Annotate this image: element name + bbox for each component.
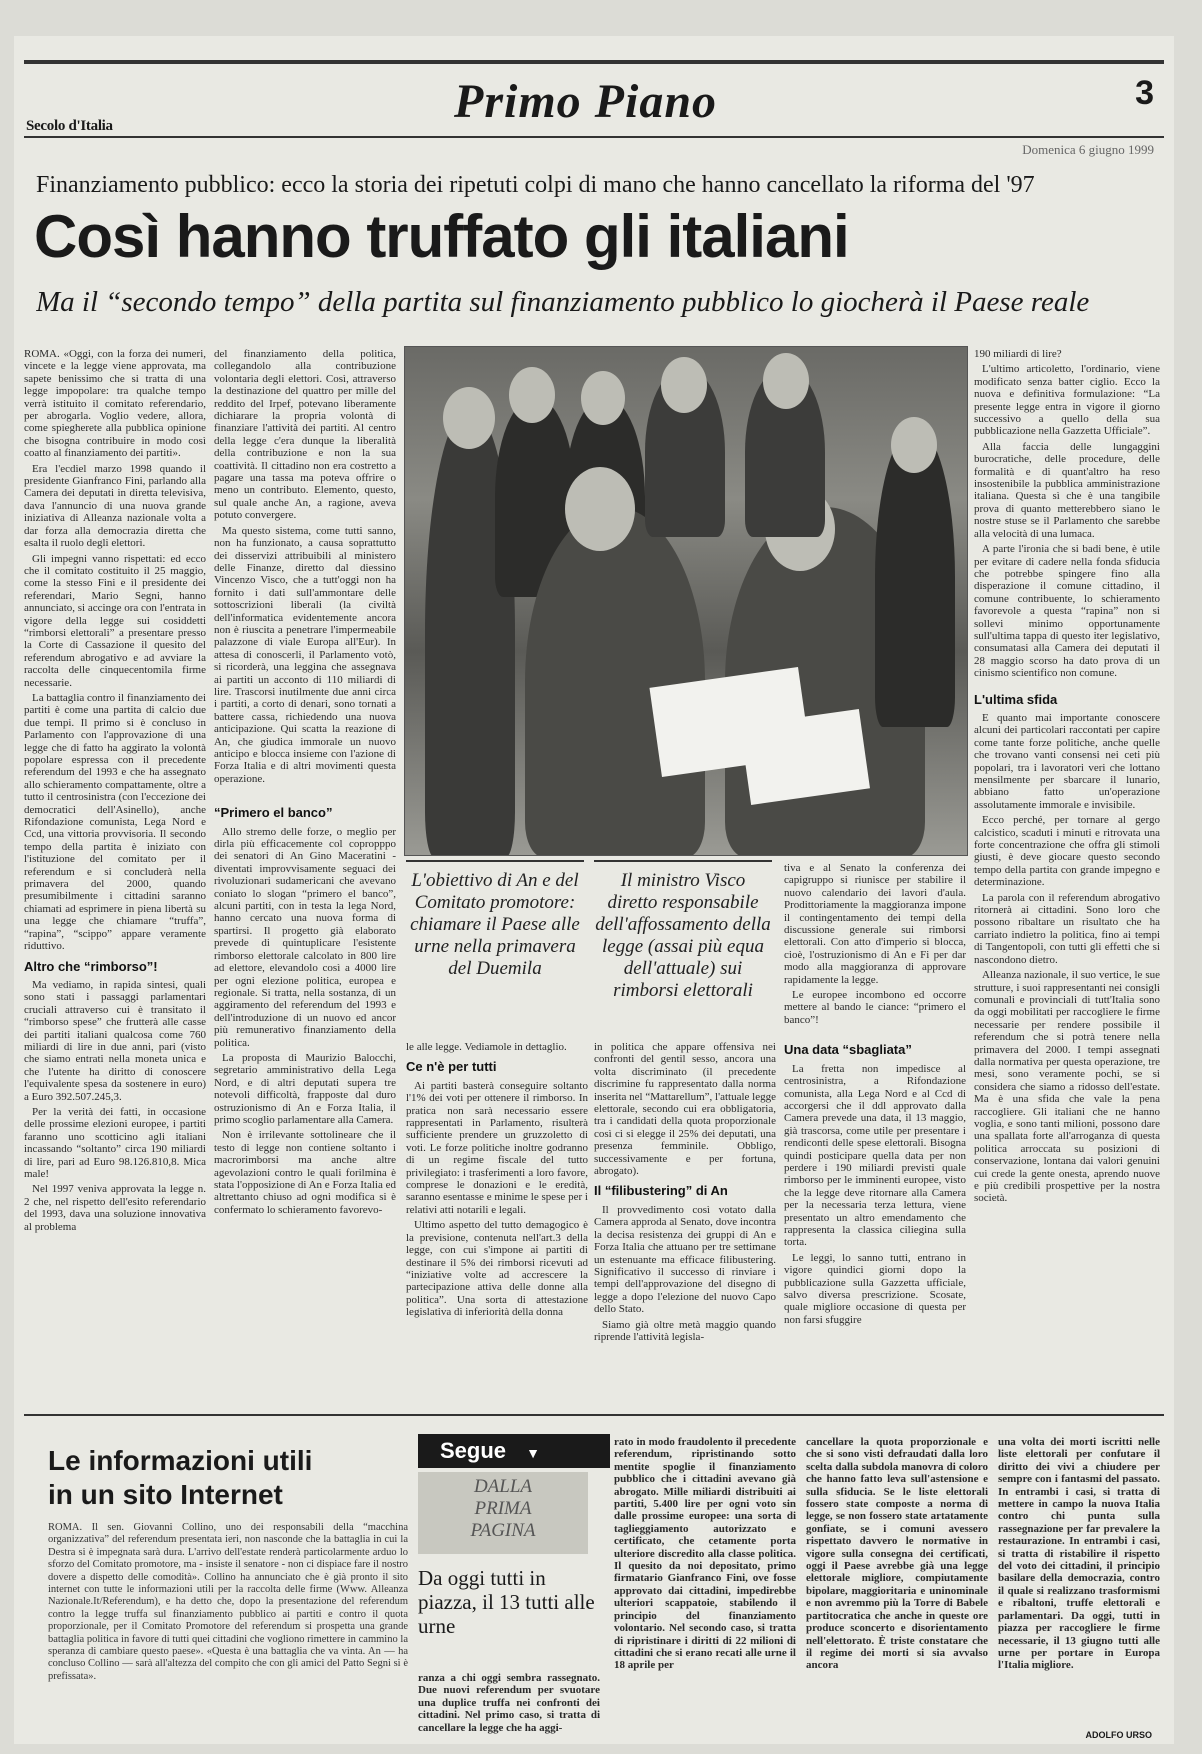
article-kicker: Finanziamento pubblico: ecco la storia dei ripetuti colpi di mano che hanno cancellato la riforma del '97 (36, 172, 1035, 198)
article-column-3 (406, 1041, 588, 1409)
paragraph: Gli impegni vanno rispettati: ed ecco che il comitato costituito il 25 maggio, come la stesso Fini e il presidente dei referendari, Mario Segni, hanno annunciato, si accinge ora con l'entrata in vigore della legge sui cosiddetti “rimborsi elettorali” a presentare presso la Corte di Cassazione il quesito del referendum abrogativo e ad avviare la raccolta delle cinquecentomila firme necessarie. (24, 552, 206, 689)
subheading: Ce n'è per tutti (406, 1059, 497, 1075)
paragraph: Non è irrilevante sottolineare che il testo di legge non contiene soltanto i macrorimborsi ma anche altre agevolazioni contro le quali forilmina è stata l'opposizione di An e Forza Italia ed altrettanto chiuso ad ogni modifica si è confermato lo schieramento favorevo- (214, 1129, 396, 1216)
box-body: ROMA. Il sen. Giovanni Collino, uno dei responsabili della “macchina organizzativa” del referendum presentata ieri, non nasconde che la battaglia in cui la Destra si è impegnata sarà dura. L'arrivo dell'estate renderà particolarmente arduo lo sforzo del Comitato promotore, ma - insiste il senatore - non ci dispiace fare il nostro dovere a dispetto delle comodità». Collino ha annunciato che è già pronto il sito internet con tutte le informazioni utili per la raccolta delle firme (Www. Alleanza Nazionale.It/Referendum), e ha detto che, dopo la presentazione del referendum contro la legge truffa sul finanziamento pubblico ai partiti e contro il quota proporzionale, per il Comitato Promotore del referendum si prospetta una grande battaglia politica in favore di tutti quei cittadini che vogliono rimettere in cammino la speranza di cambiare questo paese». «Questa è una battaglia che va vinta. An — ha concluso Collino — sarà all'altezza del compito che con gli amici del Patto Segni si è prefissata». (48, 1522, 408, 1682)
paragraph: Ultimo aspetto del tutto demagogico è la previsione, contenuta nell'art.3 della legge, con cui s'impone ai partiti di destinare il 5% dei rimborsi ricevuti ad “iniziative volte ad accrescere la partecipazione attiva delle donne alla politica”. Una sorta di attestazione legislativa di inferiorità della donna (406, 1219, 588, 1319)
paragraph: Alla faccia delle lungaggini burocratiche, delle procedure, delle formalità e di quant'altro ha reso insostenibile la pubblica amministrazione italiana. Questa sì che è una tangibile prova di quanto metterebbero siano le nostre stuse se il Parlamento che sarebbe alla velocità di una lumaca. (974, 440, 1160, 540)
paragraph: Era l'ecdiel marzo 1998 quando il presidente Gianfranco Fini, parlando alla Camera dei deputati in diretta televisiva, dava l'annuncio di una nuova grande iniziativa di Alleanza nazionale volta a dar forza alla democrazia diretta che esalta il ruolo degli elettori. (24, 462, 206, 550)
segue-text: Segue (440, 1438, 507, 1463)
subheading: Il “filibustering” di An (594, 1183, 728, 1199)
page-number: 3 (1135, 74, 1154, 112)
paragraph: 190 miliardi di lire? (974, 348, 1062, 360)
section-title: Primo Piano (454, 75, 718, 128)
paragraph: Ai partiti basterà conseguire soltanto l'1% dei voti per ottenere il rimborso. In pratica non sarà necessario essere rappresentati in Parlamento, risulterà sufficiente prendere un gruzzoletto di voti. Le forze politiche inoltre godranno di un regime fiscale del tutto privilegiato: i trasferimenti a loro favore, comprese le donazioni e le eredità, saranno esentasse e minime le spese per i relativi atti notarili e legali. (406, 1079, 588, 1216)
subheading: L'ultima sfida (974, 691, 1058, 707)
article-column-6 (974, 348, 1160, 1408)
newspaper-page (14, 36, 1174, 1744)
pull-quote-1: L'obiettivo di An e del Comitato promotore: chiamare il Paese alle urne nella primavera del Duemila (406, 860, 584, 980)
from-line: DALLA (473, 1476, 533, 1497)
paragraph: La proposta di Maurizio Balocchi, segretario amministrativo della Lega Nord, e di altri deputati supera tre notevoli difficoltà, frapposte dal duro ostruzionismo di An e Forza Italia, il primo scoglio parlamentare alla Camera. (214, 1051, 396, 1126)
segue-headline: Da oggi tutti in piazza, il 13 tutti alle urne (418, 1566, 595, 1638)
paragraph: Per la verità dei fatti, in occasione delle prossime elezioni europee, i partiti faranno uno scotticino agli italiani incassando “soltanto” circa 190 miliardi di lire, pari ad Euro 98.126.810,8. Mica male! (24, 1105, 206, 1180)
masthead-rule-top (24, 60, 1164, 64)
from-line: PRIMA (474, 1498, 532, 1519)
paragraph: del finanziamento della politica, collegandolo alla contribuzione volontaria degli elettori. Così, attraverso la destinazione del quattro per mille del reddito del Irpef, potevano liberamente dichiarare la propria volontà di finanziare l'attività dei partiti. Al centro della legge c'era dunque la liberalità della contribuzione e non la sua coattività. Il cittadino non era costretto a pagare una tassa ma poteva offrire o meno un contributo. Elemento, questo, sul quale anche An, a ragione, aveva potuto convergere. (214, 348, 396, 522)
segue-label (418, 1434, 610, 1468)
article-column-5 (784, 862, 966, 1409)
paragraph: Le leggi, lo sanno tutti, entrano in vigore quindici giorni dopo la pubblicazione sulla Gazzetta ufficiale, salvo diversa prescrizione. Scosate, quale migliore occasione di questa per non farsi sfuggire (784, 1251, 966, 1326)
paragraph: Ecco perché, per tornare al gergo calcistico, scaduti i minuti e ritrovata una forte concentrazione che offra gli stimoli giusti, è deve giocare questo secondo tempo della partita con grande impegno e determinazione. (974, 814, 1160, 889)
paper-name: Secolo d'Italia (26, 118, 113, 134)
paragraph: Il provvedimento così votato dalla Camera approda al Senato, dove incontra la decisa resistenza dei gruppi di An e Forza Italia che attuano per tre settimane un estenuante ma efficace filibustering. Significativo il successo di rinviare i tempi dell'approvazione del disegno di legge a dopo l'elezione del nuovo Capo dello Stato. (594, 1203, 776, 1316)
segue-column-4: una volta dei morti iscritti nelle liste elettorali per confutare il diritto dei vivi a chiudere per sempre con i fantasmi del passato. In entrambi i casi, si tratta di mettere in campo la nuova Italia contro chi punta sulla rassegnazione per far prevalere la restaurazione. In entrambi i casi, si tratta di ristabilire il rispetto del voto dei cittadini, il principio basilare della democrazia, contro il quale si realizzano trasformismi e ribaltoni, truffe elettorali e parlamentari. Da oggi, tutti in piazza per raccogliere le firme necessarie, il 13 giugno tutti alle urne per portare in Europa l'Italia migliore. (998, 1436, 1160, 1672)
article-headline: Così hanno truffato gli italiani (34, 203, 849, 270)
dateline: Domenica 6 giugno 1999 (1022, 142, 1154, 157)
paragraph: Ma vediamo, in rapida sintesi, quali sono stati i passaggi parlamentari cruciali attraverso cui è transitato il “rimborso spese” che frutterà alle casse dei partiti italiani qualcosa come 760 miliardi di lire in due anni, pari (visto che siamo entrati nella moneta unica e che l'utente ha diritto di conoscere l'equivalente spesa da sostenere in euro) a Euro 392.507.245,3. (24, 978, 206, 1103)
subheading: Altro che “rimborso”! (24, 958, 158, 974)
box-title-line: Le informazioni utili (48, 1445, 313, 1476)
segue-column-3: cancellare la quota proporzionale e che si sono visti defraudati dalla loro scelta dalla subdola manovra di coloro che hanno fatto leva sull'astensione e sulla sfiducia. Se le liste elettorali fossero state composte a norma di legge, se non fossero state artatamente gonfiate, se i comuni avessero rispettato davvero le normative in vigore sulla consegna dei certificati, oggi il Paese avrebbe già una legge elettorale migliore, compiutamente bipolare, maggioritaria e uninominale e non avremmo più la Torre di Babele partitocratica che anche in queste ore produce sconcerto e disorientamento nell'elettorato. È triste constatare che il regime dei morti si sia avvalso ancora (806, 1436, 988, 1672)
paragraph: L'ultimo articoletto, l'ordinario, viene modificato senza batter ciglio. Ecco la nuova e definitiva formulazione: “La presente legge entra in vigore il giorno successivo a quello della sua pubblicazione nella Gazzetta Ufficiale”. (974, 363, 1160, 438)
masthead-rule-bottom (24, 136, 1164, 138)
paragraph: Nel 1997 veniva approvata la legge n. 2 che, nel rispetto dell'esito referendario del 1993, dava una soluzione innovativa al problema (24, 1183, 206, 1233)
paragraph: le alle legge. Vediamole in dettaglio. (406, 1041, 567, 1053)
article-column-1 (24, 348, 206, 1408)
box-title (48, 1444, 312, 1512)
paragraph: ROMA. «Oggi, con la forza dei numeri, vincete e la legge viene approvata, ma sapete benissimo che si tratta di una legge impopolare: tra qualche tempo verrà istituito il comitato referendario, per abrogarla. Voglio vedere, allora, come spiegherete alla pubblica opinione che bisogna contribuire in modo così coatto al finanziamento dei partiti». (24, 348, 206, 460)
paragraph: La battaglia contro il finanziamento dei partiti è come una partita di calcio due due tempi. Il primo si è concluso in Parlamento con l'approvazione di una legge che di fatto ha aggirato la volontà popolare espressa con il precedente referendum del 1993 e che ha assegnato allo schieramento compattamente, oltre a tutto il centrosinistra (con l'eccezione dei democratici dell'Asinello), anche Rifondazione comunista, Lega Nord e Ccd, una vittoria provvisoria. Il secondo tempo della partita è iniziato con l'istituzione del comitato per il referendum e si concluderà nella primavera del 2000, quando presumibilmente i cittadini saranno chiamati ad esprimere in piena libertà su una legge che chiamare “truffa”, “rapina”, “scippo” appare veramente riduttivo. (24, 691, 206, 953)
paragraph: Allo stremo delle forze, o meglio per dirla più efficacemente col copropppo dei senatori di An Gino Maceratini - diventati improvvisamente seguaci dei rivoluzionari sudamericani che avevano coniato lo slogan “primero el banco”, alcuni partiti, con in testa la lega Nord, hanno cercato una nuova forma di spartirsi. Il progetto già elaborato prevede di quintuplicare l'esistente rimborso elettorale calcolato in 800 lire ad elettore, elevandolo così a 4000 lire per ogni elezione politica, europea e regionale. Si tratta, nella sostanza, di un aggiramento del referendum del 1993 e dell'introduzione di un nuovo ed ancor più remunerativo finanziamento della politica. (214, 825, 396, 1049)
section-divider (24, 1414, 1164, 1416)
box-title-line: in un sito Internet (48, 1479, 283, 1510)
pull-quote-2: Il ministro Visco diretto responsabile dell'affossamento della legge (assai più equa dell'attuale) sui rimborsi elettorali (594, 860, 772, 1002)
from-front-page (418, 1472, 588, 1554)
paragraph: A parte l'ironia che si badi bene, è utile per evitare di cadere nella fonda sfiducia che potrebbe spingere fino alla disperazione il comune cittadino, il comune contribuente, lo schieramento favorevole a questa “rapina” non si sollevi minimo opportunamente sull'ultima tappa di questo iter legislativo, consumatasi alla Camera dei deputati il 28 maggio scorso ha dato prova di un cinismo scientifico non comune. (974, 543, 1160, 680)
subheading: “Primero el banco” (214, 805, 333, 821)
chevron-down-icon: ▼ (526, 1445, 541, 1461)
article-column-2 (214, 348, 396, 1408)
paragraph: Le europee incombono ed occorre mettere al bando le ciance: “primero el banco”! (784, 989, 966, 1026)
paragraph: Ma questo sistema, come tutti sanno, non ha funzionato, a causa soprattutto dei disservizi attribuibili al ministero delle Finanze, diretto dal diessino Vincenzo Visco, che a tutt'oggi non ha fornito i dati sull'ammontare delle sottoscrizioni liberali (la civiltà dell'informatica evidentemente ancora non è riuscita a penetrare l'impermeabile palazzone di viale Europa all'Eur). In attesa di conoscerli, il Parlamento votò, si ricorderà, una leggina che assegnava ai partiti un acconto di 110 miliardi di lire. Trascorsi inutilmente due anni circa i partiti, a corto di denari, sono tornati a battere cassa, richiedendo una nuova anticipazione. Qui scatta la reazione di An, che giudica immorale un nuovo anticipo e blocca insieme con l'azione di Forza Italia e di altri movimenti questa operazione. (214, 524, 396, 785)
subheading: Una data “sbagliata” (784, 1042, 912, 1058)
paragraph: Siamo già oltre metà maggio quando riprende l'attività legisla- (594, 1318, 776, 1343)
paragraph: La fretta non impedisce al centrosinistra, a Rifondazione comunista, alla Lega Nord e al Ccd di accorgersi che il ddl approvato dalla Camera prevede una data, il 13 maggio, già trascorsa, come utile per presentare i rendiconti delle spese elettorali. Bisogna quindi posticipare quella data per non perdere i 190 miliardi previsti quale rimborso per le imminenti europee, visto che la legge deve ritornare alla Camera per la necessaria terza lettura, viene presentato un altro emendamento che rappresenta la classica ciliegina sulla torta. (784, 1062, 966, 1249)
byline: ADOLFO URSO (1085, 1730, 1152, 1740)
paragraph: in politica che appare offensiva nei confronti del gentil sesso, ancora una volta discriminato (il precedente discrimine fu rappresentato dalla norma inserita nel “Mattarellum”, l'attuale legge elettorale, secondo cui era obbligatoria, tra i candidati della quota proporzionale così ci si elegge il 25% dei deputati, una presenza femminile. Obbligo, successivamente e per fortuna, abrogato). (594, 1041, 776, 1178)
paragraph: Alleanza nazionale, il suo vertice, le sue strutture, i suoi rappresentanti nei consigli comunali e provinciali di tutt'Italia sono da oggi mobilitati per raccogliere le firme necessarie per rendere possibile il referendum che si potrà tenere nella primavera del 2000. I tempi assegnati dalla normativa per questa operazione, tre mesi, sono veramente pochi, se si considera che siamo a ridosso dell'estate. Ma è una sfida che vale la pena raccogliere. Gli italiani che ne hanno voglia, e sono tanti milioni, possono dare una spallata forte all'arroganza di questa politica arroccata su posizioni di conservazione, lontana dai valori genuini cui crede la gente onesta, aprendo nuove e più credibili prospettive per la nostra società. (974, 969, 1160, 1205)
paragraph: E quanto mai importante conoscere alcuni dei particolari raccontati per capire come tante forze politiche, anche quelle che trovano vanti consensi nei ceti più popolari, tra i lavoratori veri che lottano mensilmente per sbarcare il lunario, abbiano fatto un'operazione assolutamente immorale e invisibile. (974, 711, 1160, 811)
article-column-4 (594, 1041, 776, 1409)
from-line: PAGINA (470, 1520, 536, 1541)
paragraph: La parola con il referendum abrogativo ritornerà ai cittadini. Sono loro che possono ribaltare un risultato che ha carriato indietro la politica, fino ai tempi di Tangentopoli, con tutti gli effetti che si nascondono dietro. (974, 891, 1160, 966)
segue-column-1: ranza a chi oggi sembra rassegnato. Due nuovi referendum per svuotare una duplice truffa nei confronti dei cittadini. Nel primo caso, si tratta di cancellare la legge che ha aggi- (418, 1672, 600, 1734)
segue-column-2: rato in modo fraudolento il precedente referendum, ripristinando sotto mentite spoglie il finanziamento pubblico che i cittadini avevano già abrogato. Mille miliardi distribuiti ai partiti, 5.400 lire per ogni voto sin dalle prossime europee: una sorta di taglieggiamento autorizzato e certificato, che cetamente porta ulteriore discredito alla classe politica. Il quesito da noi depositato, primo firmatario Gianfranco Fini, ove fosse approvato dai cittadini, impedirebbe ulteriori scappatoie, stabilendo il principio del finanziamento volontario. Nel secondo caso, si tratta di ripristinare i diritti di 22 milioni di cittadini che si erano recati alle urne il 18 aprile per (614, 1436, 796, 1672)
paragraph: tiva e al Senato la conferenza dei capigruppo si riunisce per stabilire il nuovo calendario dei lavori d'aula. Prodittoriamente la maggioranza impone il contingentamento dei tempi della discussione generale sui rimborsi elettorali. Con atto d'imperio si blocca, cioè, l'ostruzionismo di An e Fi per dar modo alla maggioranza di approvare rapidamente la legge. (784, 862, 966, 986)
article-deck: Ma il “secondo tempo” della partita sul finanziamento pubblico lo giocherà il Paese reale (36, 286, 1090, 318)
press-photo (404, 346, 968, 856)
